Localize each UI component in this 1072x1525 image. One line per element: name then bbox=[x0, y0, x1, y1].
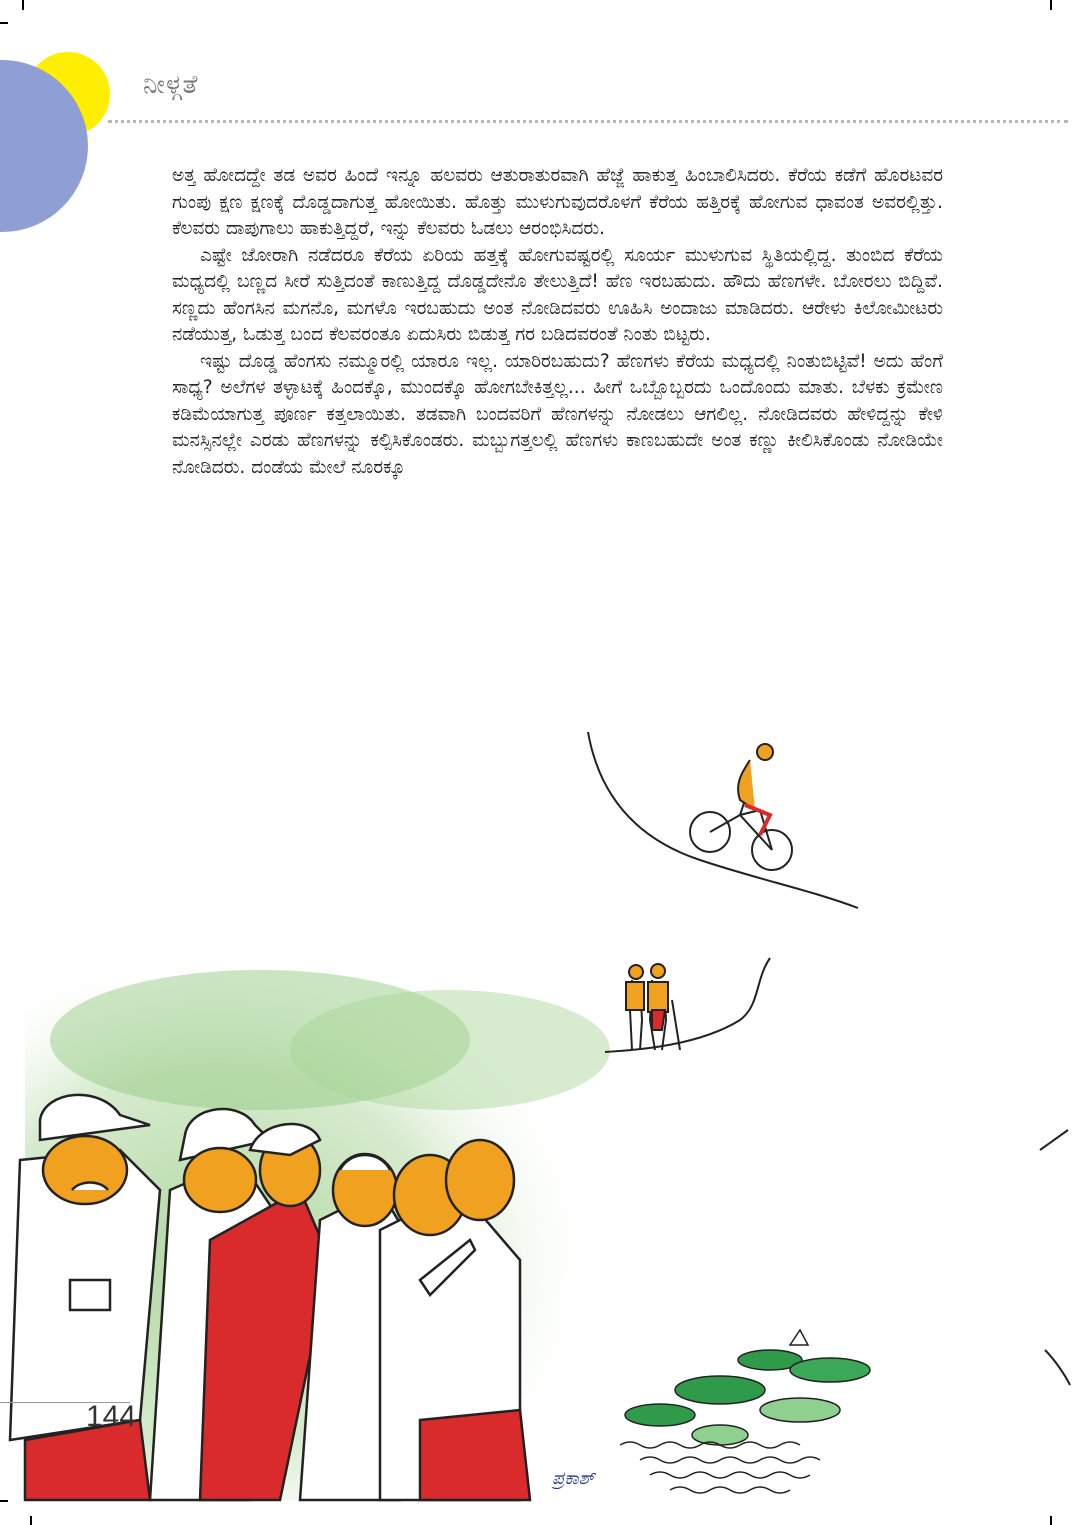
paragraph: ಅತ್ತ ಹೋದದ್ದೇ ತಡ ಅವರ ಹಿಂದೆ ಇನ್ನೂ ಹಲವರು ಆತುರಾತುರವಾಗಿ ಹೆಜ್ಜೆ ಹಾಕುತ್ತ ಹಿಂಬಾಲಿಸಿದರು. ಕೆರೆಯ ಕಡೆಗೆ ಹೊರಟವರ ಗುಂಪು ಕ್ಷಣ ಕ್ಷಣಕ್ಕೆ ದೊಡ್ಡದಾಗುತ್ತ ಹೋಯಿತು. ಹೊತ್ತು ಮುಳುಗುವುದರೊಳಗೆ ಕೆರೆಯ ಹತ್ತಿರಕ್ಕೆ ಹೋಗುವ ಧಾವಂತ ಅವರಲ್ಲಿತ್ತು. ಕೆಲವರು ದಾಪುಗಾಲು ಹಾಕುತ್ತಿದ್ದರೆ, ಇನ್ನು ಕೆಲವರು ಓಡಲು ಆರಂಭಿಸಿದರು. bbox=[172, 165, 943, 239]
lily-pond bbox=[620, 1330, 870, 1493]
story-text bbox=[172, 163, 943, 481]
artist-signature: ಪ್ರಕಾಶ್ bbox=[552, 1468, 595, 1489]
crop-mark bbox=[0, 22, 8, 24]
crop-mark bbox=[1050, 0, 1052, 10]
cyclist-figure bbox=[588, 732, 858, 908]
crowd-figures bbox=[10, 1095, 530, 1500]
edge-strokes bbox=[1040, 1130, 1070, 1385]
page-number: 144 bbox=[86, 1400, 137, 1433]
paragraph: ಎಷ್ಟೇ ಜೋರಾಗಿ ನಡೆದರೂ ಕೆರೆಯ ಏರಿಯ ಹತ್ತಕ್ಕೆ ಹೋಗುವಷ್ಟರಲ್ಲಿ ಸೂರ್ಯ ಮುಳುಗುವ ಸ್ಥಿತಿಯಲ್ಲಿದ್ದ. ತುಂಬಿದ ಕೆರೆಯ ಮಧ್ಯದಲ್ಲಿ ಬಣ್ಣದ ಸೀರೆ ಸುತ್ತಿದಂತೆ ಕಾಣುತ್ತಿದ್ದ ದೊಡ್ಡದೇನೊ ತೇಲುತ್ತಿದೆ! ಹೆಣ ಇರಬಹುದು. ಹೌದು ಹೆಣಗಳೇ. ಬೋರಲು ಬಿದ್ದಿವೆ. ಸಣ್ಣದು ಹೆಂಗಸಿನ ಮಗನೊ, ಮಗಳೊ ಇರಬಹುದು ಅಂತ ನೋಡಿದವರು ಊಹಿಸಿ ಅಂದಾಜು ಮಾಡಿದರು. ಆರೇಳು ಕಿಲೋಮೀಟರು ನಡೆಯುತ್ತ, ಓಡುತ್ತ ಬಂದ ಕೆಲವರಂತೂ ಏದುಸಿರು ಬಿಡುತ್ತ ಗರ ಬಡಿದವರಂತೆ ನಿಂತು ಬಿಟ್ಟರು. bbox=[172, 244, 943, 345]
paragraph: ಇಷ್ಟು ದೊಡ್ಡ ಹೆಂಗಸು ನಮ್ಮೂರಲ್ಲಿ ಯಾರೂ ಇಲ್ಲ. ಯಾರಿರಬಹುದು? ಹೆಣಗಳು ಕೆರೆಯ ಮಧ್ಯದಲ್ಲಿ ನಿಂತುಬಿಟ್ಟಿವೆ! ಅದು ಹೆಂಗೆ ಸಾಧ್ಯ? ಅಲೆಗಳ ತಳ್ಳಾಟಕ್ಕೆ ಹಿಂದಕ್ಕೊ, ಮುಂದಕ್ಕೊ ಹೋಗಬೇಕಿತ್ತಲ್ಲ... ಹೀಗೆ ಒಬ್ಬೊಬ್ಬರದು ಒಂದೊಂದು ಮಾತು. ಬೆಳಕು ಕ್ರಮೇಣ ಕಡಿಮೆಯಾಗುತ್ತ ಪೂರ್ಣ ಕತ್ತಲಾಯಿತು. ತಡವಾಗಿ ಬಂದವರಿಗೆ ಹೆಣಗಳನ್ನು ನೋಡಲು ಆಗಲಿಲ್ಲ. ನೋಡಿದವರು ಹೇಳಿದ್ದನ್ನು ಕೇಳಿ ಮನಸ್ಸಿನಲ್ಲೇ ಎರಡು ಹೆಣಗಳನ್ನು ಕಲ್ಪಿಸಿಕೊಂಡರು. ಮಬ್ಬುಗತ್ತಲಲ್ಲಿ ಹೆಣಗಳು ಕಾಣಬಹುದೇ ಅಂತ ಕಣ್ಣು ಕೀಲಿಸಿಕೊಂಡು ನೋಡಿಯೇ ನೋಡಿದರು. ದಂಡೆಯ ಮೇಲೆ ನೂರಕ್ಕೂ bbox=[172, 350, 943, 478]
story-illustration bbox=[0, 720, 1072, 1520]
header-dotted-rule bbox=[108, 120, 1068, 123]
section-title: ನೀಳ್ಗತೆ bbox=[143, 70, 199, 100]
crop-mark bbox=[22, 0, 24, 10]
